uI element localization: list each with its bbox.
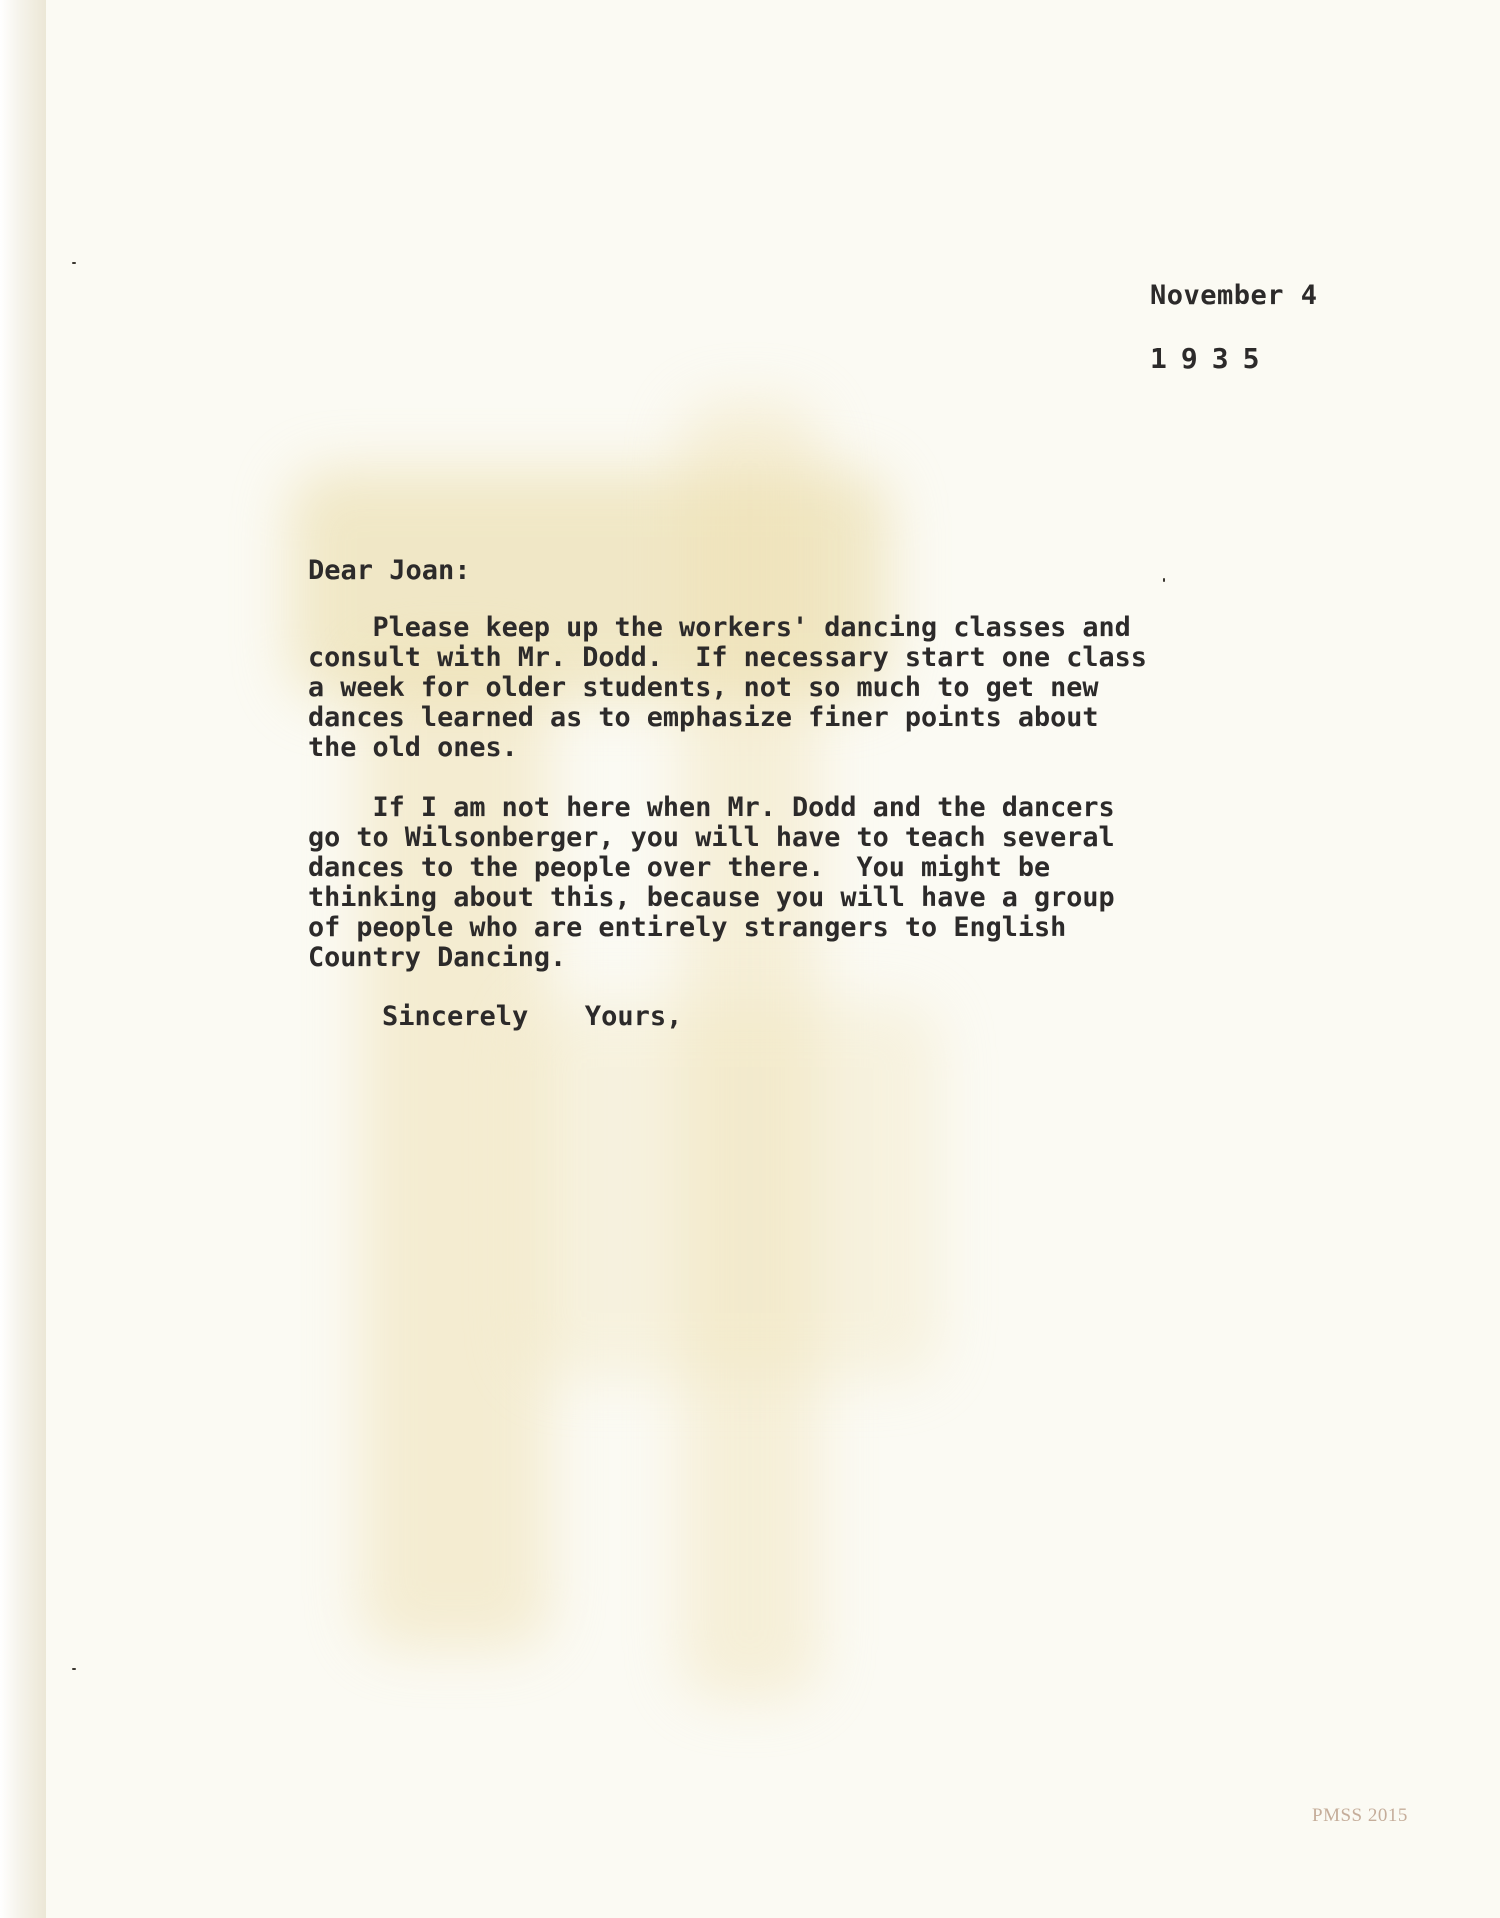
letter-date-month: November 4: [1150, 280, 1318, 311]
paragraph-line: go to Wilsonberger, you will have to teach several: [308, 822, 1115, 853]
paper-speck: [1163, 578, 1165, 582]
paragraph-line: a week for older students, not so much to get new: [308, 672, 1099, 703]
letter-paragraph: [308, 613, 1147, 763]
letter-closing: Sincerely Yours,: [382, 1001, 683, 1032]
paragraph-line: Please keep up the workers' dancing classes and: [308, 612, 1131, 643]
paragraph-line: the old ones.: [308, 732, 518, 763]
paragraph-line: consult with Mr. Dodd. If necessary start one class: [308, 642, 1147, 673]
archive-stamp: PMSS 2015: [1312, 1805, 1408, 1826]
paper-edge-shadow: [0, 0, 46, 1918]
letter-salutation: Dear Joan:: [308, 555, 471, 586]
paragraph-line: of people who are entirely strangers to English: [308, 912, 1067, 943]
letter-date-year: 1935: [1150, 342, 1274, 375]
paper-speck: [72, 1668, 76, 1670]
paragraph-line: dances to the people over there. You might be: [308, 852, 1051, 883]
water-stain: [520, 1000, 940, 1380]
paragraph-line: If I am not here when Mr. Dodd and the dancers: [308, 792, 1115, 823]
paragraph-line: Country Dancing.: [308, 942, 567, 973]
letter-paragraph: [308, 793, 1115, 973]
paragraph-line: thinking about this, because you will have a group: [308, 882, 1115, 913]
paragraph-line: dances learned as to emphasize finer points about: [308, 702, 1099, 733]
paper-speck: [72, 262, 76, 264]
